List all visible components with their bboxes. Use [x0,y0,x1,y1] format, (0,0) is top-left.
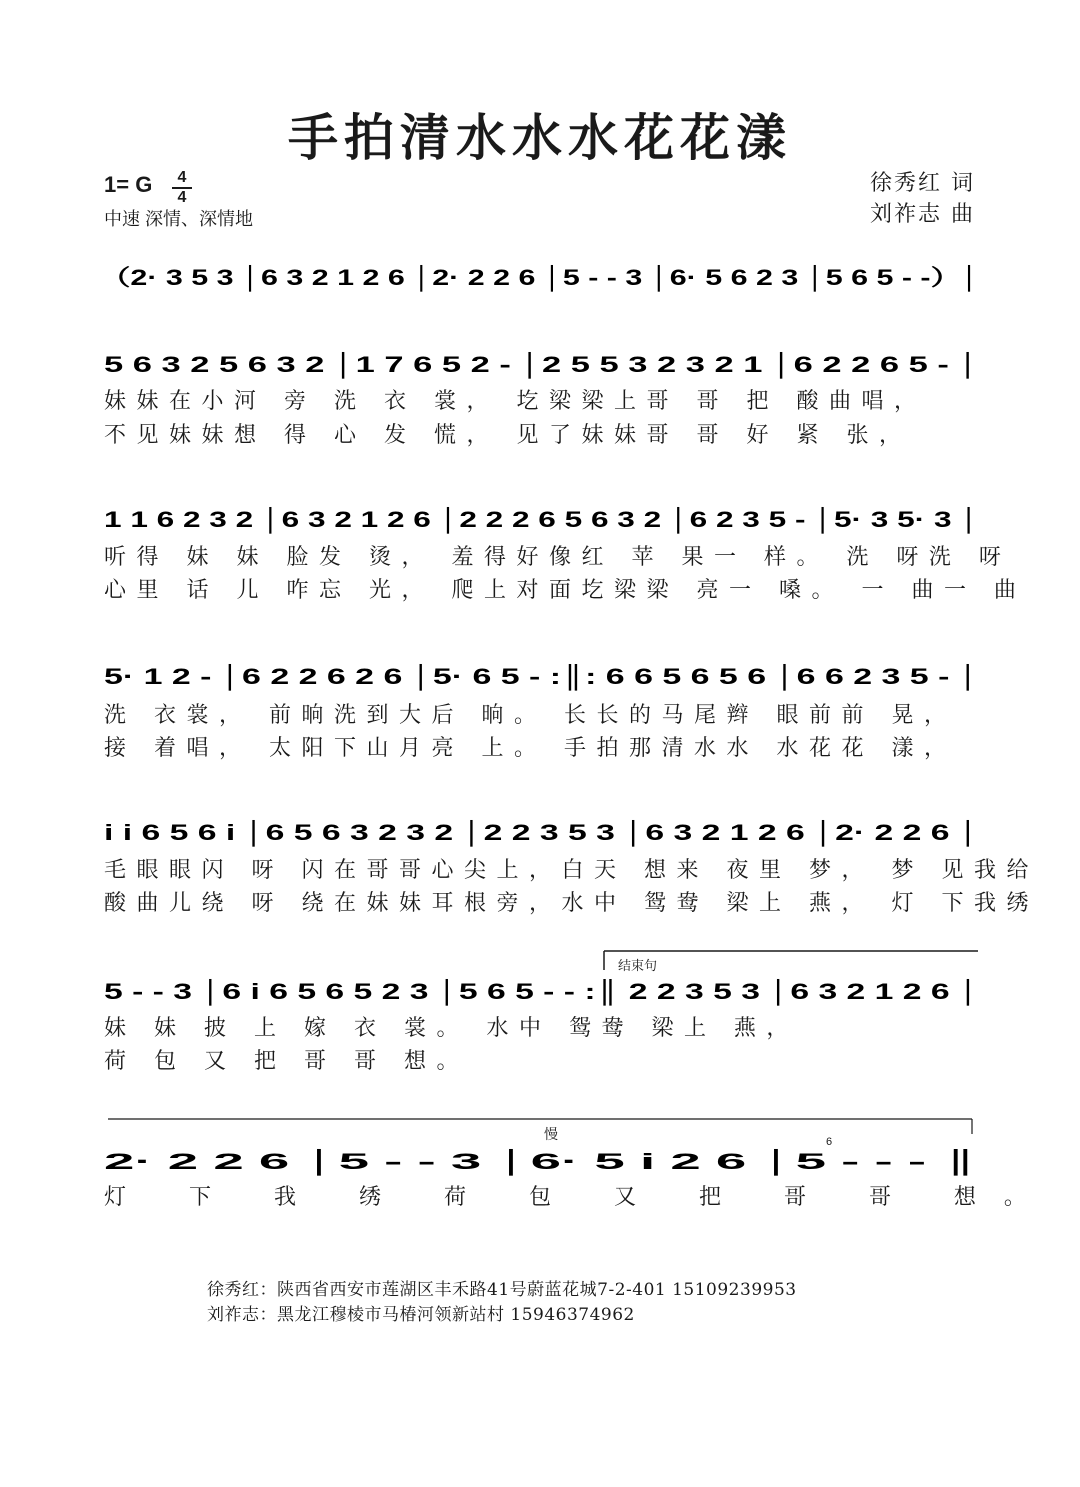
notation-row-5 [0,972,1080,1012]
key-signature: 1= G [104,172,153,197]
notation-row-intro [0,258,1080,298]
notation-text: 2· 2 2 6 │5 - - 3 │6· 5 i 2 6 │5 - - - ║ [104,1149,457,1174]
composer-credit: 刘祚志 曲 [870,202,975,227]
lyric-verse-1: 妹妹在小河 旁 洗 衣 裳， 圪梁梁上哥 哥 把 酸曲唱， [104,389,927,414]
time-signature-bottom: 4 [177,189,187,206]
slow-marking: 慢 [544,1126,558,1142]
lyric-verse-2: 心里 话 儿 咋忘 光， 爬上对面圪梁梁 亮一 嗓。 一 曲一 曲 [104,578,1027,603]
time-signature [170,170,194,206]
notation-row-6 [0,1142,1080,1182]
lyric-verse-1: 妹 妹 披 上 嫁 衣 裳。 水中 鸳鸯 梁上 燕， [104,1016,799,1041]
lyric-verse-2: 荷 包 又 把 哥 哥 想。 [104,1049,469,1074]
lyric-verse-2: 酸曲儿绕 呀 绕在妹妹耳根旁，水中 鸳鸯 梁上 燕， 灯 下我绣 [104,891,1039,916]
notation-text: i i 6 5 6 i │6 5 6 3 2 3 2 │2 2 3 5 3 │6 3 2 1 2 6 │2· 2 2 6 │ [104,820,676,845]
notation-text: 5 - - 3 │6 i 6 5 6 5 2 3 │5 6 5 - - :║ 2 2 3 5 3 │6 3 2 1 2 6 │ [104,979,676,1004]
lyric-verse-2: 不见妹妹想 得 心 发 慌， 见了妹妹哥 哥 好 紧 张， [104,423,912,448]
notation-text: 1 1 6 2 3 2 │6 3 2 1 2 6 │2 2 2 6 5 6 3 2 │6 2 3 5 - │5· 3 5· 3 │ [104,507,715,532]
tempo-marking: 中速 深情、深情地 [104,209,254,229]
notation-row-1 [0,345,1080,385]
lyric-verse-1: 洗 衣裳， 前晌洗到大后 晌。 长长的马尾辫 眼前前 晃， [104,703,957,728]
ending-label: 结束句 [618,958,658,973]
lyricist-credit: 徐秀红 词 [870,171,975,196]
notation-text: 5· 1 2 - │6 2 2 6 2 6 │5· 6 5 - :║: 6 6 5 6 5 6 │6 6 2 3 5 - │ [104,664,673,689]
notation-text: 5 6 3 2 5 6 3 2 │1 7 6 5 2 - │2 5 5 3 2 3 2 1 │6 2 2 6 5 - │ [104,352,663,377]
address-lyricist: 徐秀红：陕西省西安市莲湖区丰禾路41号蔚蓝花城7-2-401 15109239953 [207,1280,797,1300]
phrase-line [104,1116,980,1140]
notation-row-3 [0,657,1080,697]
lyric-verse-1: 毛眼眼闪 呀 闪在哥哥心尖上，白天 想来 夜里 梦， 梦 见我给 [104,858,1039,883]
address-composer: 刘祚志：黑龙江穆棱市马椿河领新站村 15946374962 [207,1305,635,1325]
notation-text: （2· 3 5 3 │6 3 2 1 2 6 │2· 2 2 6 │5 - - 3 │6· 5 6 2 3 │5 6 5 - -）│ [100,265,737,290]
lyric-final: 灯 下 我 绣 荷 包 又 把 哥 哥 想。 [104,1185,1054,1210]
lyric-verse-1: 听得 妹 妹 脸发 烫， 羞得好像红 苹 果一 样。 洗 呀洗 呀 [104,545,1012,570]
time-signature-top: 4 [177,169,187,186]
notation-row-4 [0,813,1080,853]
grace-note: 6 [826,1136,833,1148]
song-title: 手拍清水水水花花漾 [288,108,792,167]
lyric-verse-2: 接 着唱， 太阳下山月亮 上。 手拍那清水水 水花花 漾， [104,736,957,761]
notation-row-2 [0,500,1080,540]
